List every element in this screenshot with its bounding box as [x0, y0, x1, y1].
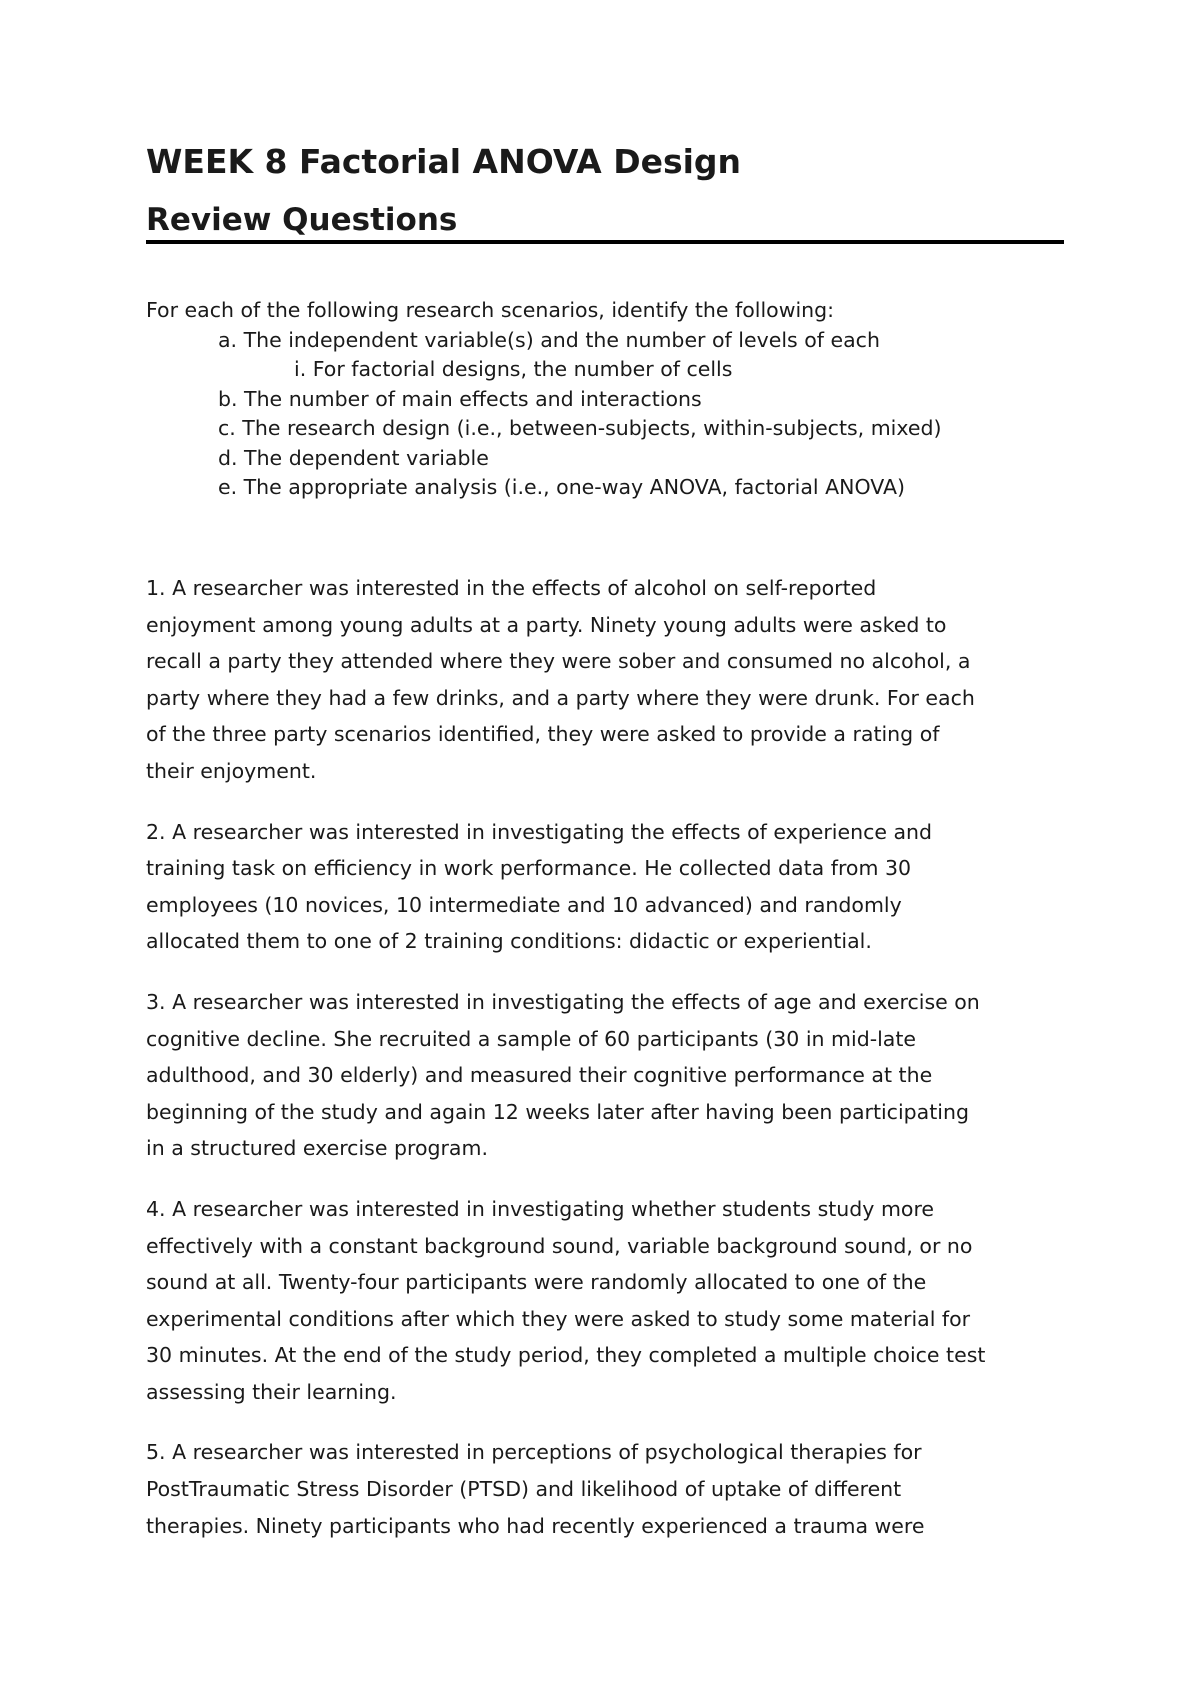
question-line: enjoyment among young adults at a party. Ninety young adults were asked to	[146, 612, 947, 637]
question-line: of the three party scenarios identified, they were asked to provide a rating of	[146, 722, 940, 747]
question-5	[146, 1434, 1064, 1544]
criterion-d: d. The dependent variable	[218, 445, 489, 470]
criterion-c: c. The research design (i.e., between-subjects, within-subjects, mixed)	[218, 416, 942, 440]
question-line: PostTraumatic Stress Disorder (PTSD) and likelihood of uptake of different	[146, 1477, 902, 1502]
question-line: 2. A researcher was interested in investigating the effects of experience and	[146, 819, 933, 844]
question-line: assessing their learning.	[146, 1379, 397, 1404]
criterion-b: b. The number of main effects and interactions	[218, 386, 702, 411]
criterion-a-i: i. For factorial designs, the number of cells	[294, 357, 733, 381]
question-line: 1. A researcher was interested in the effects of alcohol on self-reported	[146, 576, 877, 600]
question-line: their enjoyment.	[146, 758, 317, 783]
question-1	[146, 570, 1064, 790]
question-line: sound at all. Twenty-four participants were randomly allocated to one of the	[146, 1270, 927, 1295]
question-4	[146, 1191, 1064, 1411]
question-line: recall a party they attended where they were sober and consumed no alcohol, a	[146, 649, 971, 674]
question-line: party where they had a few drinks, and a party where they were drunk. For each	[146, 685, 975, 710]
question-line: 5. A researcher was interested in perceptions of psychological therapies for	[146, 1440, 922, 1465]
question-line: in a structured exercise program.	[146, 1136, 488, 1161]
question-2	[146, 814, 1064, 960]
question-line: effectively with a constant background sound, variable background sound, or no	[146, 1233, 973, 1258]
question-line: therapies. Ninety participants who had recently experienced a trauma were	[146, 1513, 925, 1538]
criterion-a: a. The independent variable(s) and the number of levels of each	[218, 327, 880, 352]
title-divider	[146, 240, 1064, 244]
document-title: WEEK 8 Factorial ANOVA Design	[146, 142, 742, 181]
instructions-block	[146, 296, 942, 503]
question-line: 3. A researcher was interested in investigating the effects of age and exercise on	[146, 989, 980, 1014]
criterion-e: e. The appropriate analysis (i.e., one-way ANOVA, factorial ANOVA)	[218, 475, 905, 499]
question-line: 4. A researcher was interested in investigating whether students study more	[146, 1196, 935, 1221]
questions-list	[146, 570, 1064, 1568]
document-subtitle: Review Questions	[146, 202, 458, 238]
question-line: employees (10 novices, 10 intermediate and 10 advanced) and randomly	[146, 892, 902, 917]
question-line: experimental conditions after which they were asked to study some material for	[146, 1306, 971, 1331]
question-line: allocated them to one of 2 training conditions: didactic or experiential.	[146, 929, 872, 954]
question-3	[146, 984, 1064, 1167]
question-line: training task on efficiency in work performance. He collected data from 30	[146, 856, 912, 881]
instructions-text: For each of the following research scenarios, identify the following:	[146, 298, 835, 322]
question-line: cognitive decline. She recruited a sample of 60 participants (30 in mid-late	[146, 1026, 917, 1051]
question-line: adulthood, and 30 elderly) and measured their cognitive performance at the	[146, 1063, 933, 1088]
question-line: 30 minutes. At the end of the study period, they completed a multiple choice test	[146, 1343, 986, 1368]
question-line: beginning of the study and again 12 weeks later after having been participating	[146, 1099, 969, 1124]
